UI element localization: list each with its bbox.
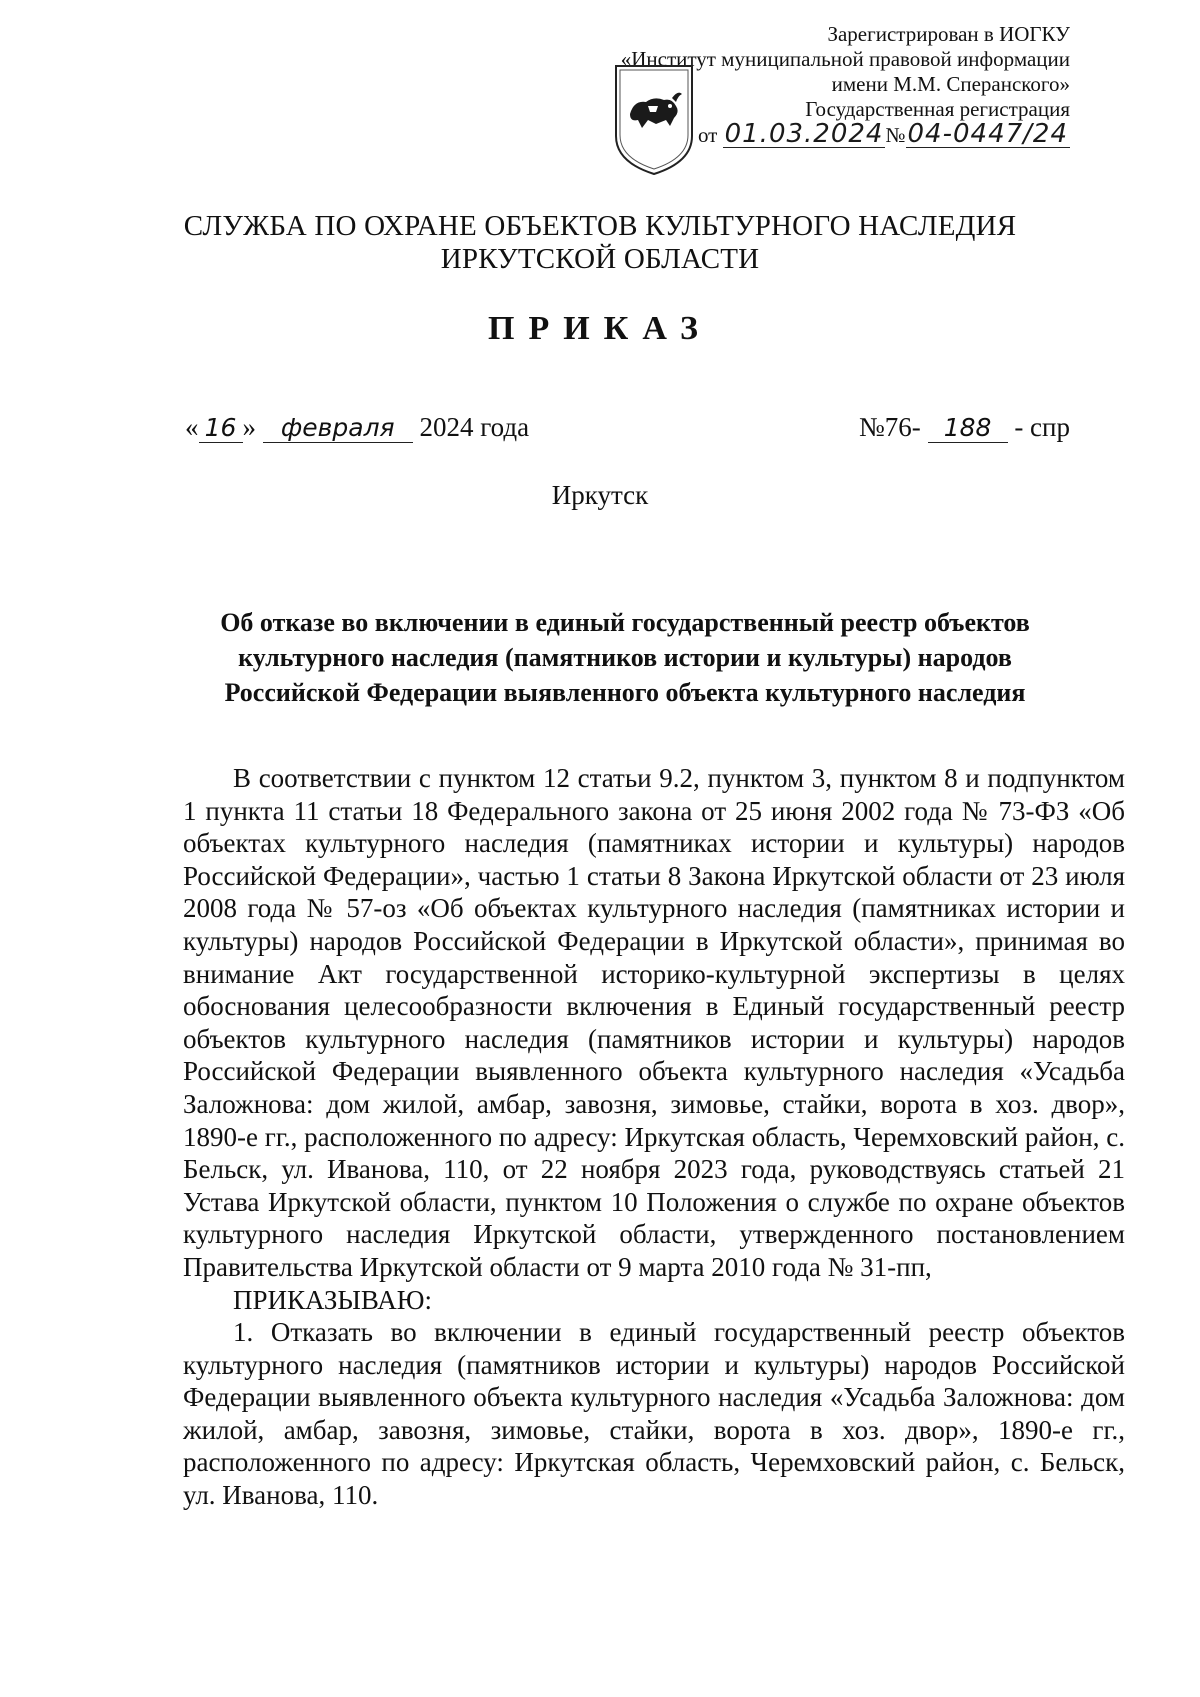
document-type-title: ПРИКАЗ xyxy=(488,310,712,347)
subject-line-2: культурного наследия (памятников истории и культуры) народов xyxy=(238,643,1012,672)
registration-line-4: Государственная регистрация xyxy=(805,97,1070,121)
organization-heading xyxy=(0,210,1200,276)
preamble-paragraph: В соответствии с пунктом 12 статьи 9.2, пунктом 3, пунктом 8 и подпунктом 1 пункта 11 статьи 18 Федерального закона от 25 июня 2002 года № 73-ФЗ «Об объектах культурного наследия (памятниках истории и культуры) народов Российской Федерации», частью 1 статьи 8 Закона Иркутской области от 23 июля 2008 года № 57-оз «Об объектах культурного наследия (памятниках истории и культуры) народов Российской Федерации в Иркутской области», принимая во внимание Акт государственной историко-культурной экспертизы в целях обоснования целесообразности включения в Единый государственный реестр объектов культурного наследия (памятников истории и культуры) народов Российской Федерации выявленного объекта культурного наследия «Усадьба Заложнова: дом жилой, амбар, завозня, зимовье, стайки, ворота в хоз. двор», 1890-е гг., расположенного по адресу: Иркутская область, Черемховский район, с. Бельск, ул. Иванова, 110, от 22 ноября 2023 года, руководствуясь статьей 21 Устава Иркутской области, пунктом 10 Положения о службе по охране объектов культурного наследия Иркутской области, утвержденного постановлением Правительства Иркутской области от 9 марта 2010 года № 31-пп, xyxy=(183,763,1125,1282)
organization-name-line-1: СЛУЖБА ПО ОХРАНЕ ОБЪЕКТОВ КУЛЬТУРНОГО НАСЛЕДИЯ xyxy=(183,210,1017,242)
order-number-suffix: - спр xyxy=(1014,412,1070,442)
registration-number-prefix: № xyxy=(885,123,906,147)
organization-name-line-2: ИРКУТСКОЙ ОБЛАСТИ xyxy=(440,243,760,275)
date-day-handwritten: 16 xyxy=(199,413,243,443)
date-open-quote: « xyxy=(185,412,199,442)
order-date xyxy=(185,412,529,443)
date-year: 2024 года xyxy=(419,412,530,442)
city-name: Иркутск xyxy=(551,480,649,510)
date-close-quote: » xyxy=(242,412,256,442)
order-number-handwritten: 188 xyxy=(928,413,1008,443)
date-month-handwritten: февраля xyxy=(263,413,413,443)
subject-line-3: Российской Федерации выявленного объекта культурного наследия xyxy=(224,678,1026,707)
order-number xyxy=(859,412,1070,443)
registration-date-prefix: от xyxy=(697,123,718,147)
order-body xyxy=(183,762,1125,1512)
irkutsk-coat-of-arms-icon xyxy=(612,62,696,178)
order-number-prefix: №76- xyxy=(859,412,921,442)
registration-line-1: Зарегистрирован в ИОГКУ xyxy=(827,22,1070,46)
order-item-1: 1. Отказать во включении в единый государственный реестр объектов культурного наследия (памятников истории и культуры) народов Российской Федерации выявленного объекта культурного наследия «Усадьба Заложнова: дом жилой, амбар, завозня, зимовье, стайки, ворота в хоз. двор», 1890-е гг., расположенного по адресу: Иркутская область, Черемховский район, с. Бельск, ул. Иванова, 110. xyxy=(183,1317,1125,1511)
registration-line-3: имени М.М. Сперанского» xyxy=(831,72,1070,96)
order-keyword: ПРИКАЗЫВАЮ: xyxy=(233,1284,432,1315)
order-subject xyxy=(150,605,1100,710)
registration-number-handwritten: 04-0447/24 xyxy=(907,119,1068,149)
registration-date-handwritten: 01.03.2024 xyxy=(724,119,884,149)
subject-line-1: Об отказе во включении в единый государственный реестр объектов xyxy=(220,608,1030,637)
registration-line-2: «Институт муниципальной правовой информации xyxy=(620,47,1070,71)
